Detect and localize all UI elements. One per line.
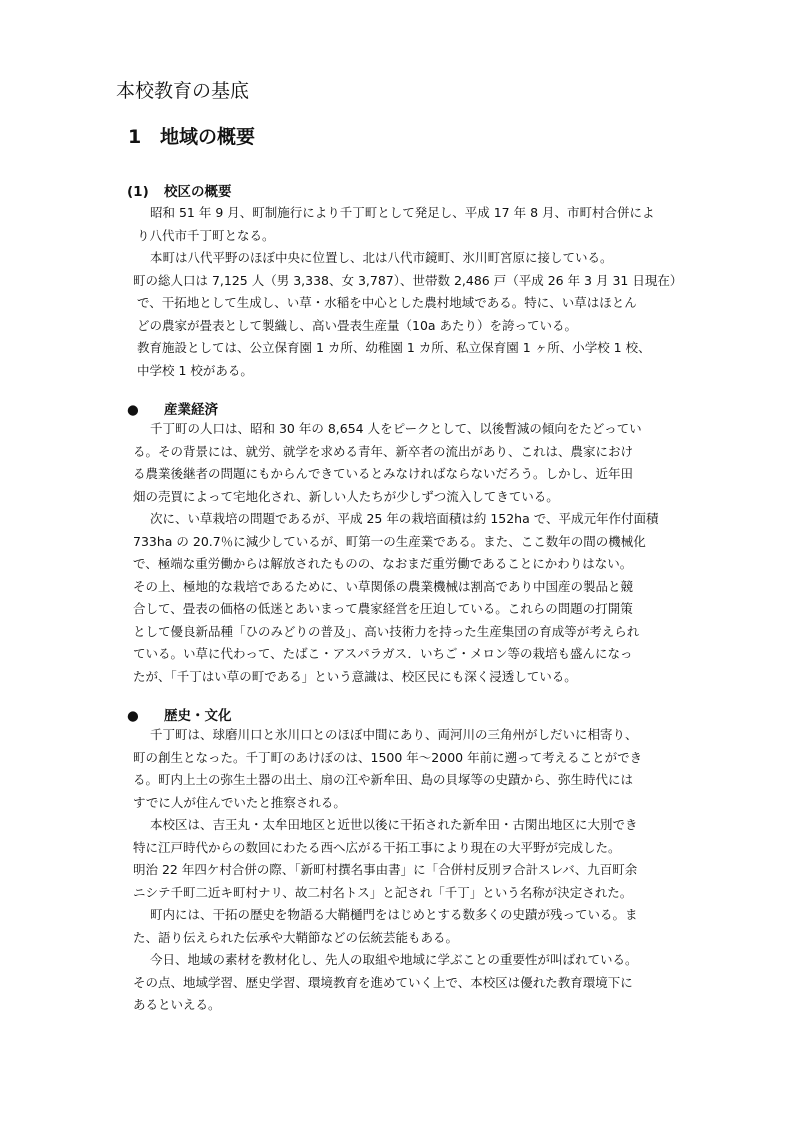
paragraph-line: 今日、地域の素材を教材化し、先人の取組や地域に学ぶことの重要性が叫ばれている。	[150, 952, 638, 967]
bullet-icon: ●	[127, 708, 139, 724]
paragraph-line: り八代市千丁町となる。	[137, 227, 275, 243]
paragraph-line: で、極端な重労働からは解放されたものの、なおまだ重労働であることにかわりはない。	[133, 556, 633, 571]
paragraph-line: る。その背景には、就労、就学を求める青年、新卒者の流出があり、これは、農家におけ	[133, 443, 634, 459]
paragraph-line: どの農家が畳表として製織し、高い畳表生産量（10a あたり）を誇っている。	[137, 317, 578, 333]
chapter-title: 地域の概要	[160, 126, 256, 148]
section-body-history	[133, 724, 733, 1017]
chapter-number: 1	[128, 126, 142, 148]
paragraph-line: 本町は八代平野のほぼ中央に位置し、北は八代市鏡町、氷川町宮原に接している。	[150, 250, 613, 265]
paragraph-line: 畑の売買によって宅地化され、新しい人たちが少しずつ流入してきている。	[133, 488, 559, 504]
paragraph-line: 昭和 51 年 9 月、町制施行により千丁町として発足し、平成 17 年 8 月、市町村合併によ	[150, 205, 655, 220]
paragraph-line: 町の創生となった。千丁町のあけぼのは、1500 年〜2000 年前に遡って考えることができ	[133, 749, 643, 765]
chapter-heading	[128, 122, 255, 149]
section-body-overview	[133, 202, 733, 382]
paragraph-line: 千丁町は、球磨川口と氷川口とのほぼ中間にあり、両河川の三角州がしだいに相寄り、	[150, 727, 638, 742]
paragraph-line: で、干拓地として生成し、い草・水稲を中心とした農村地域である。特に、い草はほとん	[137, 295, 637, 310]
paragraph-line: あるといえる。	[133, 997, 221, 1012]
paragraph-line: その点、地域学習、歴史学習、環境教育を進めていく上で、本校区は優れた教育環境下に	[133, 974, 633, 990]
section-title: 校区の概要	[164, 184, 232, 200]
paragraph-line: る。町内上土の弥生土器の出土、扇の江や新牟田、島の貝塚等の史蹟から、弥生時代には	[133, 772, 634, 787]
paragraph-line: 教育施設としては、公立保育園 1 カ所、幼稚園 1 カ所、私立保育園 1 ヶ所、小学校 1 校、	[137, 340, 651, 355]
paragraph-line: る農業後継者の問題にもからんできているとみなければならないだろう。しかし、近年田	[133, 466, 634, 481]
paragraph-line: ニシテ千町二近キ町村ナリ、故二村名トス」と記され「千丁」という名称が決定された。	[133, 884, 633, 900]
section-title: 産業経済	[164, 402, 218, 418]
paragraph-line: 中学校 1 校がある。	[137, 362, 253, 378]
paragraph-line: 町内には、干拓の歴史を物語る大鞘樋門をはじめとする数多くの史蹟が残っている。ま	[150, 907, 638, 922]
paragraph-line: ている。い草に代わって、たばこ・アスパラガス．いちご・メロン等の栽培も盛んになっ	[133, 646, 633, 661]
bullet-icon: ●	[127, 402, 139, 418]
section-body-industry	[133, 418, 733, 688]
section-heading-overview	[127, 180, 232, 200]
section-heading-industry	[127, 398, 218, 418]
paragraph-line: すでに人が住んでいたと推察される。	[133, 794, 346, 810]
paragraph-line: その上、極地的な栽培であるために、い草関係の農業機械は割高であり中国産の製品と競	[133, 578, 634, 594]
page-title: 本校教育の基底	[116, 80, 250, 102]
paragraph-line: として優良新品種「ひのみどりの普及」、高い技術力を持った生産集団の育成等が考えられ	[133, 623, 640, 639]
paragraph-line: た、語り伝えられた伝承や大鞘節などの伝統芸能もある。	[133, 929, 459, 945]
paragraph-line: 特に江戸時代からの数回にわたる西へ広がる干拓工事により現在の大平野が完成した。	[133, 839, 621, 855]
paragraph-line: たが、「千丁はい草の町である」という意識は、校区民にも深く浸透している。	[133, 668, 577, 684]
paragraph-line: 千丁町の人口は、昭和 30 年の 8,654 人をピークとして、以後暫減の傾向をたどってい	[150, 421, 642, 436]
paragraph-line: 次に、い草栽培の問題であるが、平成 25 年の栽培面積は約 152ha で、平成元年作付面積	[150, 511, 659, 526]
paragraph-line: 本校区は、吉王丸・太牟田地区と近世以後に干拓された新牟田・古閑出地区に大別でき	[150, 817, 638, 832]
paragraph-line: 明治 22 年四ケ村合併の際、「新町村撰名事由書」に「合併村反別ヲ合計スレバ、九百町余	[133, 862, 638, 877]
paragraph-line: 町の総人口は 7,125 人（男 3,338、女 3,787）、世帯数 2,486 戸（平成 26 年 3 月 31 日現在）	[133, 272, 683, 288]
section-number: (1)	[127, 184, 149, 200]
paragraph-line: 合して、畳表の価格の低迷とあいまって農家経営を圧迫している。これらの問題の打開策	[133, 601, 633, 616]
paragraph-line: 733ha の 20.7％に減少しているが、町第一の生産業である。また、ここ数年の間の機械化	[133, 533, 646, 549]
section-heading-history	[127, 704, 232, 724]
section-title: 歴史・文化	[164, 708, 232, 724]
